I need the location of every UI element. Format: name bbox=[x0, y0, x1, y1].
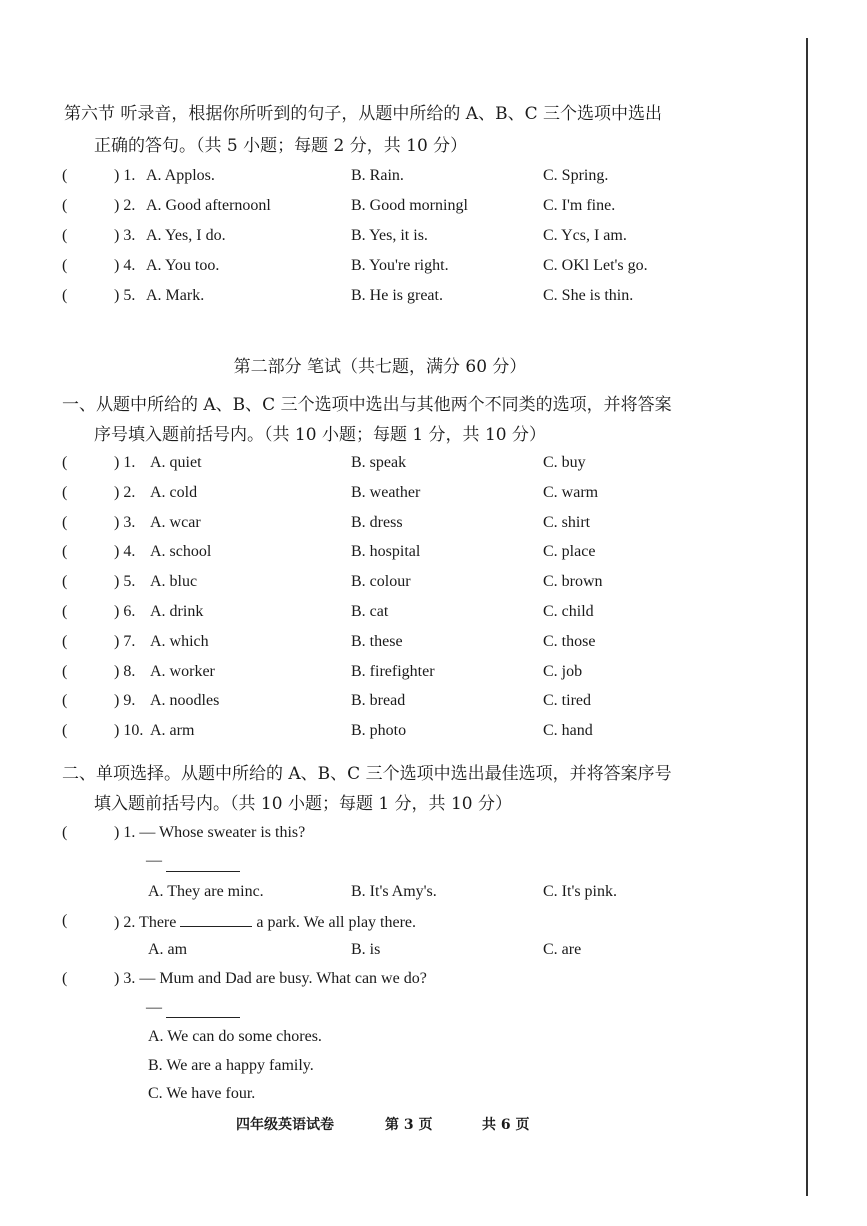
option-b: B. dress bbox=[351, 513, 403, 531]
option-b: B. photo bbox=[351, 722, 407, 740]
question-row bbox=[62, 257, 782, 281]
question-number: ) 10. bbox=[114, 722, 144, 740]
option-a: A. We can do some chores. bbox=[148, 1028, 322, 1045]
question-number: ) 9. bbox=[114, 692, 136, 710]
answer-paren[interactable]: ( bbox=[62, 483, 68, 501]
option-b: B. Rain. bbox=[351, 167, 404, 184]
answer-paren[interactable]: ( bbox=[62, 970, 68, 987]
option-b: B. Good morningl bbox=[351, 197, 468, 214]
option-b: B. You're right. bbox=[351, 257, 449, 274]
q2-title-line2: 填入题前括号内。（共 10 小题；每题 1 分，共 10 分） bbox=[94, 794, 513, 814]
question-number: ) 7. bbox=[114, 632, 136, 650]
question-row bbox=[62, 167, 782, 191]
answer-dash: — bbox=[146, 999, 162, 1016]
question-row bbox=[62, 603, 782, 627]
option-a: A. which bbox=[150, 632, 209, 650]
question-row bbox=[62, 633, 782, 657]
option-c: C. buy bbox=[543, 454, 586, 471]
option-a: A. am bbox=[148, 941, 188, 958]
option-a: A. Yes, I do. bbox=[146, 227, 226, 244]
option-a: A. wcar bbox=[150, 513, 201, 531]
question-number: ) 4. bbox=[114, 543, 136, 561]
option-c: C. warm bbox=[543, 483, 599, 501]
question-row bbox=[62, 543, 782, 567]
question-stem bbox=[114, 912, 416, 932]
question-number: ) 3. bbox=[114, 227, 136, 244]
option-b: B. cat bbox=[351, 603, 389, 620]
option-b: B. hospital bbox=[351, 543, 421, 561]
option-c: C. hand bbox=[543, 722, 593, 740]
q1-title-line1: 一、从题中所给的 A、B、C 三个选项中选出与其他两个不同类的选项，并将答案 bbox=[62, 395, 672, 415]
footer-total-pages: 共 6 页 bbox=[482, 1117, 530, 1133]
fill-blank[interactable] bbox=[180, 912, 252, 927]
option-a: A. drink bbox=[150, 603, 204, 620]
question-number: ) 1. bbox=[114, 454, 136, 471]
answer-paren[interactable]: ( bbox=[62, 543, 68, 561]
option-a: A. school bbox=[150, 543, 212, 561]
option-b: B. is bbox=[351, 941, 381, 958]
answer-paren[interactable]: ( bbox=[62, 197, 68, 214]
question-row bbox=[62, 722, 782, 746]
question-number: ) 5. bbox=[114, 287, 136, 304]
section6-title-line1: 第六节 听录音，根据你所听到的句子，从题中所给的 A、B、C 三个选项中选出 bbox=[64, 104, 662, 124]
answer-paren[interactable]: ( bbox=[62, 287, 68, 304]
option-b: B. bread bbox=[351, 692, 406, 710]
option-c: C. are bbox=[543, 941, 582, 958]
option-c: C. shirt bbox=[543, 513, 591, 531]
question-number: ) 3. bbox=[114, 513, 136, 531]
answer-paren[interactable]: ( bbox=[62, 573, 68, 591]
option-c: C. She is thin. bbox=[543, 287, 634, 304]
option-c: C. those bbox=[543, 632, 596, 650]
answer-blank-line bbox=[166, 871, 240, 872]
answer-paren[interactable]: ( bbox=[62, 257, 68, 274]
answer-paren[interactable]: ( bbox=[62, 912, 68, 929]
option-c: C. Ycs, I am. bbox=[543, 227, 627, 244]
answer-paren[interactable]: ( bbox=[62, 632, 68, 650]
option-a: A. Mark. bbox=[146, 287, 205, 304]
answer-dash: — bbox=[146, 852, 162, 869]
option-a: A. cold bbox=[150, 483, 198, 501]
option-a: A. They are minc. bbox=[148, 883, 264, 900]
question-stem: ) 3. — Mum and Dad are busy. What can we do? bbox=[114, 970, 427, 987]
option-a: A. arm bbox=[150, 722, 195, 740]
option-c: C. child bbox=[543, 603, 594, 620]
option-b: B. firefighter bbox=[351, 662, 435, 680]
option-b: B. colour bbox=[351, 573, 411, 591]
answer-paren[interactable]: ( bbox=[62, 662, 68, 680]
option-b: B. Yes, it is. bbox=[351, 227, 428, 244]
option-b: B. We are a happy family. bbox=[148, 1057, 314, 1074]
question-stem: ) 1. — Whose sweater is this? bbox=[114, 824, 306, 841]
option-b: B. weather bbox=[351, 483, 421, 501]
question-row bbox=[62, 692, 782, 716]
answer-paren[interactable]: ( bbox=[62, 454, 68, 471]
option-c: C. It's pink. bbox=[543, 883, 617, 900]
question-number: ) 1. bbox=[114, 167, 136, 184]
answer-paren[interactable]: ( bbox=[62, 513, 68, 531]
option-c: C. Spring. bbox=[543, 167, 609, 184]
option-c: C. OKl Let's go. bbox=[543, 257, 648, 274]
option-a: A. Good afternoonl bbox=[146, 197, 271, 214]
question-row bbox=[62, 573, 782, 597]
question-number: ) 6. bbox=[114, 603, 136, 620]
question-number: ) 5. bbox=[114, 573, 136, 591]
q2-title-line1: 二、单项选择。从题中所给的 A、B、C 三个选项中选出最佳选项，并将答案序号 bbox=[62, 764, 672, 784]
option-c: C. I'm fine. bbox=[543, 197, 616, 214]
option-c: C. tired bbox=[543, 692, 591, 710]
option-a: A. noodles bbox=[150, 692, 220, 710]
footer-subject: 四年级英语试卷 bbox=[236, 1117, 334, 1133]
answer-paren[interactable]: ( bbox=[62, 722, 68, 740]
option-a: A. Applos. bbox=[146, 167, 215, 184]
footer-page-number: 第 3 页 bbox=[385, 1117, 433, 1133]
option-c: C. job bbox=[543, 662, 583, 680]
binding-margin-line bbox=[806, 38, 808, 1196]
question-number: ) 4. bbox=[114, 257, 136, 274]
question-number: ) 2. bbox=[114, 483, 136, 501]
question-number: ) 8. bbox=[114, 662, 136, 680]
question-row bbox=[62, 454, 782, 478]
option-b: B. It's Amy's. bbox=[351, 883, 437, 900]
question-row bbox=[62, 287, 782, 311]
question-number: ) 2. bbox=[114, 197, 136, 214]
option-b: B. He is great. bbox=[351, 287, 443, 304]
q1-title-line2: 序号填入题前括号内。（共 10 小题；每题 1 分，共 10 分） bbox=[94, 425, 547, 445]
option-b: B. these bbox=[351, 632, 403, 650]
option-a: A. You too. bbox=[146, 257, 220, 274]
question-row bbox=[62, 227, 782, 251]
question-row bbox=[62, 484, 782, 508]
question-row bbox=[62, 663, 782, 687]
option-b: B. speak bbox=[351, 454, 407, 471]
answer-paren[interactable]: ( bbox=[62, 824, 68, 841]
answer-paren[interactable]: ( bbox=[62, 227, 68, 244]
option-c: C. place bbox=[543, 543, 596, 561]
answer-paren[interactable]: ( bbox=[62, 167, 68, 184]
option-c: C. We have four. bbox=[148, 1085, 256, 1102]
answer-paren[interactable]: ( bbox=[62, 692, 68, 710]
option-a: A. quiet bbox=[150, 454, 202, 471]
stem-part-1: ) 2. There bbox=[114, 914, 181, 931]
part2-title: 第二部分 笔试（共七题，满分 60 分） bbox=[233, 357, 527, 377]
answer-paren[interactable]: ( bbox=[62, 603, 68, 620]
option-c: C. brown bbox=[543, 573, 603, 591]
option-a: A. worker bbox=[150, 662, 215, 680]
stem-part-2: a park. We all play there. bbox=[252, 914, 417, 931]
question-row bbox=[62, 514, 782, 538]
section6-title-line2: 正确的答句。（共 5 小题；每题 2 分，共 10 分） bbox=[94, 136, 468, 156]
question-row bbox=[62, 197, 782, 221]
answer-blank-line bbox=[166, 1017, 240, 1018]
option-a: A. bluc bbox=[150, 573, 198, 591]
